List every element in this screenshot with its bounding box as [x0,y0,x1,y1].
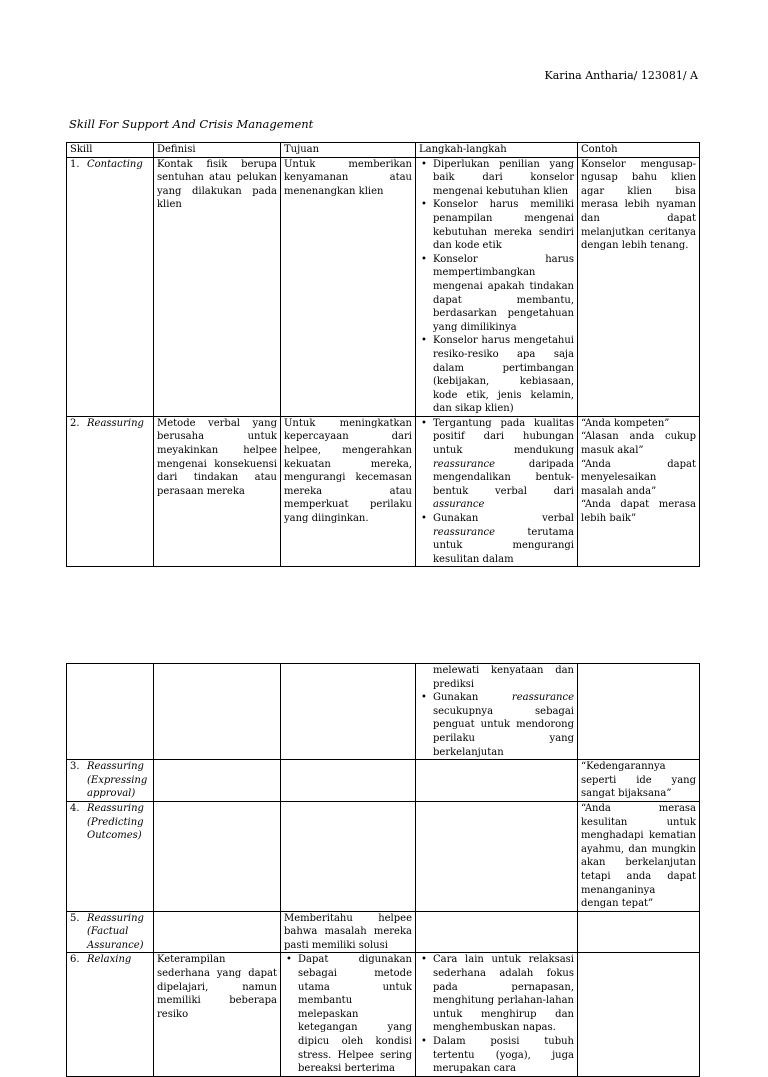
table-row [67,157,700,416]
table-row [67,953,700,1076]
contoh-cell [578,664,700,760]
skill-name: Reassuring [87,417,144,429]
langkah-cell [416,664,578,760]
tujuan-cell [281,760,416,802]
tujuan-cell: Untuk meningkatkan kepercayaan dari helpee, mengerahkan kekuatan mereka, mengurangi kecemasan mereka atau memperkuat perilaku yang diinginkan. [281,416,416,567]
header-skill: Skill [67,143,154,158]
langkah-cell [416,911,578,953]
langkah-term: reassurance [511,692,574,704]
skill-cell [67,157,154,416]
row-number: 4. [70,802,80,814]
langkah-term: reassurance [433,458,496,470]
list-item: • Cara lain untuk relaksasi sederhana adalah fokus pada pernapasan, menghitung perlahan-lahan untuk menghirup dan menghembuskan napas. [433,953,574,1035]
langkah-text: Gunakan verbal [433,513,574,525]
langkah-cell [416,157,578,416]
list-item: • Diperlukan penilian yang baik dari konselor mengenai kebutuhan klien [433,158,574,199]
skill-name [87,802,150,843]
skills-table-part-2 [66,663,700,1077]
skill-cell [67,953,154,1076]
contoh-cell: “Anda merasa kesulitan untuk menghadapi kematian ayahmu, dan mungkin akan berkelanjutan tetapi anda dapat menanganinya dengan tepat” [578,801,700,911]
tujuan-cell [281,664,416,760]
definisi-cell [154,664,281,760]
list-item [433,691,574,759]
row-number: 3. [70,761,80,773]
tujuan-cell [281,801,416,911]
contoh-cell [578,416,700,567]
definisi-cell [154,801,281,911]
langkah-cell [416,760,578,802]
author-line: Karina Antharia/ 123081/ A [544,69,698,82]
definisi-cell [154,760,281,802]
document-title: Skill For Support And Crisis Management [69,117,314,131]
list-item: • Konselor harus memiliki penampilan mengenai kebutuhan mereka sendiri dan kode etik [433,198,574,252]
contoh-cell: Konselor mengusap-ngusap bahu klien agar klien bisa merasa lebih nyaman dan dapat melanjutkan ceritanya dengan lebih tenang. [578,157,700,416]
langkah-term: reassurance [433,526,496,538]
definisi-cell [154,911,281,953]
row-number: 1. [70,158,80,170]
list-item: • Dalam posisi tubuh tertentu (yoga), juga merupakan cara [433,1035,574,1076]
example-line: “Anda dapat merasa lebih baik” [581,499,696,525]
langkah-term: assurance [433,499,485,511]
table-row [67,911,700,953]
skill-cell [67,911,154,953]
row-number: 5. [70,912,80,924]
contoh-cell: “Kedengarannya seperti ide yang sangat bijaksana” [578,760,700,802]
list-item: • Konselor harus mempertimbangkan mengenai apakah tindakan dapat membantu, berdasarkan pengetahuan yang dimilikinya [433,253,574,335]
skill-cell [67,760,154,802]
langkah-text: secukupnya sebagai penguat untuk mendorong perilaku yang berkelanjutan [433,705,574,758]
definisi-cell: Kontak fisik berupa sentuhan atau pelukan yang dilakukan pada klien [154,157,281,416]
tujuan-cell [281,953,416,1076]
skill-name: Contacting [87,158,143,170]
skill-cell [67,416,154,567]
list-item: • Konselor harus mengetahui resiko-resiko apa saja dalam pertimbangan (kebijakan, kebiasaan, kode etik, jenis kelamin, dan sikap klien) [433,334,574,416]
tujuan-cell: Memberitahu helpee bahwa masalah mereka pasti memiliki solusi [281,911,416,953]
definisi-cell: Metode verbal yang berusaha untuk meyakinkan helpee mengenai konsekuensi dari tindakan atau perasaan mereka [154,416,281,567]
example-line: “Anda dapat menyelesaikan masalah anda” [581,458,696,497]
table-row [67,416,700,567]
definisi-cell: Keterampilan sederhana yang dapat dipelajari, namun memiliki beberapa resiko [154,953,281,1076]
table-row [67,664,700,760]
skill-subtype: (Expressing approval) [87,774,148,800]
skill-name [87,760,150,801]
list-item: • Dapat digunakan sebagai metode utama untuk membantu melepaskan ketegangan yang dipicu oleh kondisi stress. Helpee sering bereaksi berterima [298,953,412,1075]
langkah-cell [416,801,578,911]
langkah-cell [416,953,578,1076]
langkah-text: Tergantung pada kualitas positif dari hubungan untuk mendukung [433,417,574,457]
skill-cell [67,664,154,760]
tujuan-cell: Untuk memberikan kenyamanan atau menenangkan klien [281,157,416,416]
list-item [433,512,574,566]
skill-subtype: (Factual Assurance) [87,926,144,951]
list-item [433,417,574,512]
langkah-continued: melewati kenyataan dan prediksi [433,665,574,690]
langkah-text: terutama untuk mengurangi kesulitan dalam [433,526,574,565]
table-header-row [67,143,700,158]
skill-label: Reassuring [87,912,144,924]
skill-cell [67,801,154,911]
skill-label: Reassuring [87,802,144,814]
table-row [67,801,700,911]
contoh-cell [578,911,700,953]
header-langkah: Langkah-langkah [416,143,578,158]
table-row [67,760,700,802]
example-line: “Anda kompeten” [581,417,670,429]
langkah-cell [416,416,578,567]
skill-label: Reassuring [87,761,144,773]
example-line: “Alasan anda cukup masuk akal” [581,431,696,457]
langkah-text: Gunakan [433,692,479,704]
row-number: 2. [70,417,80,429]
langkah-text: daripada mengendalikan bentuk-bentuk verbal dari [433,458,574,497]
row-number: 6. [70,954,80,966]
skill-name [87,912,150,953]
skill-name: Relaxing [87,954,132,966]
contoh-cell [578,953,700,1076]
header-definisi: Definisi [154,143,281,158]
header-contoh: Contoh [578,143,700,158]
skill-subtype: (Predicting Outcomes) [87,816,144,842]
header-tujuan: Tujuan [281,143,416,158]
skills-table-part-1 [66,142,700,567]
